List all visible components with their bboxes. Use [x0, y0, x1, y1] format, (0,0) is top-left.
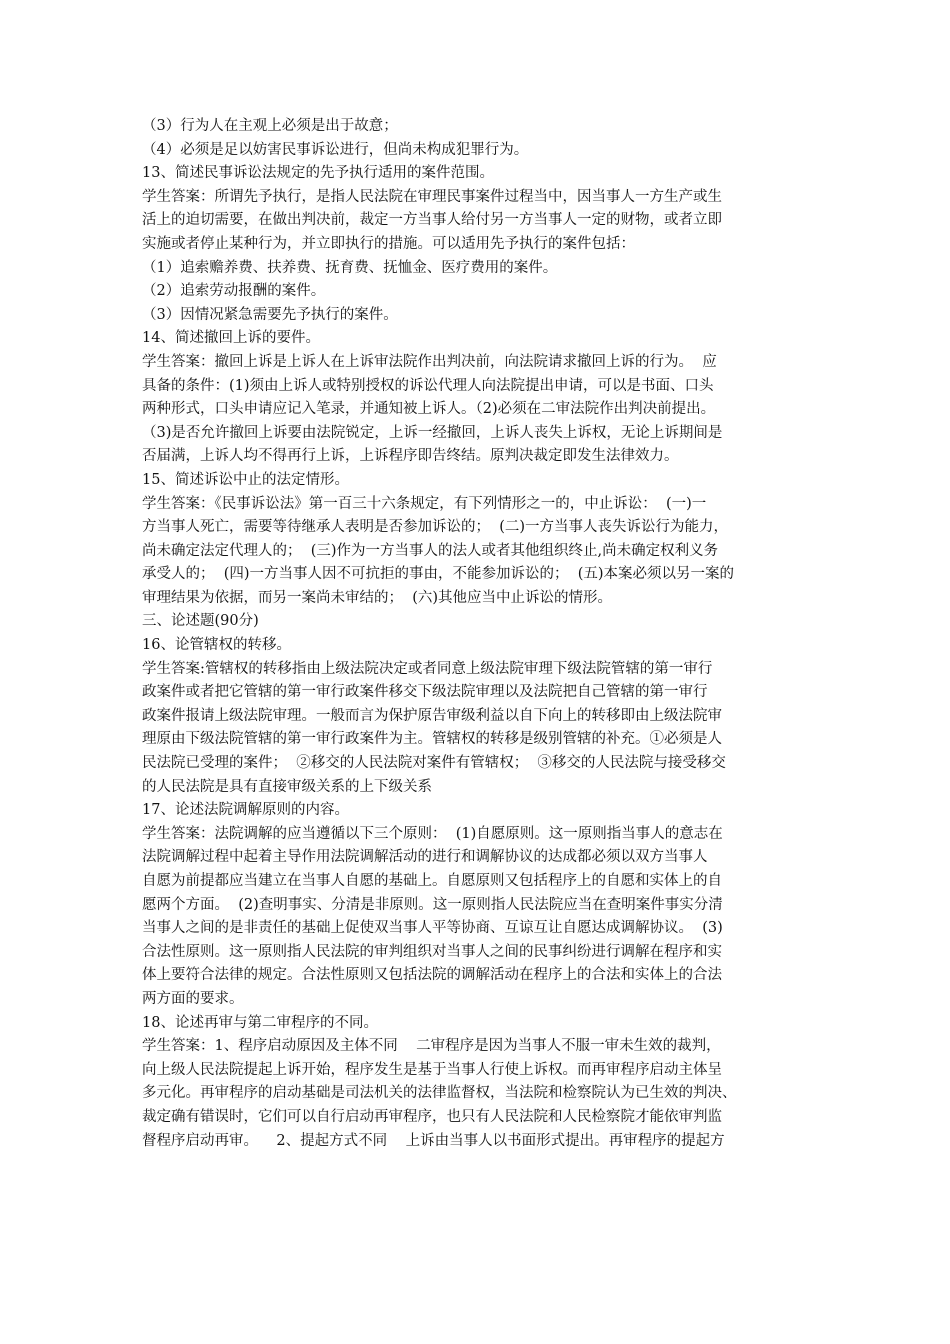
answer-text-line: 政案件报请上级法院审理。一般而言为保护原告审级利益以自下向上的转移即由上级法院审	[142, 707, 722, 724]
answer-text-line: 愿两个方面。 (2)查明事实、分清是非原则。这一原则指人民法院应当在查明案件事实分清	[142, 896, 723, 913]
question-heading: 15、简述诉讼中止的法定情形。	[142, 471, 349, 488]
answer-text-line: 学生答案：所谓先予执行，是指人民法院在审理民事案件过程当中，因当事人一方生产或生	[142, 188, 722, 205]
list-item: （2）追索劳动报酬的案件。	[142, 283, 326, 300]
question-heading: 18、论述再审与第二审程序的不同。	[142, 1014, 378, 1031]
answer-text-line: 承受人的； (四)一方当事人因不可抗拒的事由，不能参加诉讼的； (五)本案必须以另一案的	[142, 566, 735, 583]
answer-text-line: 裁定确有错误时，它们可以自行启动再审程序，也只有人民法院和人民检察院才能依审判监	[142, 1108, 722, 1125]
answer-text-line: 两方面的要求。	[142, 990, 244, 1007]
answer-text-line: 方当事人死亡，需要等待继承人表明是否参加诉讼的； (二)一方当事人丧失诉讼行为能力，	[142, 519, 729, 536]
answer-text-line: 学生答案：1、程序启动原因及主体不同 二审程序是因为当事人不服一审未生效的裁判，	[142, 1038, 721, 1055]
answer-text-line: 政案件或者把它管辖的第一审行政案件移交下级法院审理以及法院把自己管辖的第一审行	[142, 684, 708, 701]
text-line: （4）必须是足以妨害民事诉讼进行，但尚未构成犯罪行为。	[142, 141, 529, 158]
answer-text-line: 法院调解过程中起着主导作用法院调解活动的进行和调解协议的达成都必须以双方当事人	[142, 849, 708, 866]
question-heading: 13、简述民事诉讼法规定的先予执行适用的案件范围。	[142, 165, 494, 182]
answer-text-line: 具备的条件：(1)须由上诉人或特别授权的诉讼代理人向法院提出申请，可以是书面、口头	[142, 377, 714, 394]
section-heading: 三、论述题(90分)	[142, 613, 259, 630]
text-line: （3）行为人在主观上必须是出于故意；	[142, 118, 398, 134]
list-item: （1）追索赡养费、扶养费、抚育费、抚恤金、医疗费用的案件。	[142, 259, 558, 276]
question-heading: 14、简述撤回上诉的要件。	[142, 330, 320, 347]
answer-text-line: 学生答案：《民事诉讼法》第一百三十六条规定，有下列情形之一的，中止诉讼： (一)一	[142, 495, 707, 512]
answer-text-line: 学生答案:管辖权的转移指由上级法院决定或者同意上级法院审理下级法院管辖的第一审行	[142, 660, 713, 677]
answer-text-line: （3)是否允许撤回上诉要由法院锐定，上诉一经撤回，上诉人丧失上诉权，无论上诉期间是	[142, 424, 723, 441]
answer-text-line: 督程序启动再审。 2、提起方式不同 上诉由当事人以书面形式提出。再审程序的提起方	[142, 1132, 725, 1149]
answer-text-line: 体上要符合法律的规定。合法性原则又包括法院的调解活动在程序上的合法和实体上的合法	[142, 967, 722, 984]
answer-text-line: 多元化。再审程序的启动基础是司法机关的法律监督权，当法院和检察院认为已生效的判决、	[142, 1085, 737, 1102]
document-body	[142, 115, 810, 1153]
question-heading: 17、论述法院调解原则的内容。	[142, 802, 349, 819]
answer-text-line: 两种形式，口头申请应记入笔录，并通知被上诉人。（2)必须在二审法院作出判决前提出。	[142, 401, 716, 418]
answer-text-line: 学生答案：撤回上诉是上诉人在上诉审法院作出判决前，向法院请求撤回上诉的行为。 应	[142, 353, 717, 370]
answer-text-line: 活上的迫切需要，在做出判决前，裁定一方当事人给付另一方当事人一定的财物，或者立即	[142, 212, 722, 229]
question-heading: 16、论管辖权的转移。	[142, 637, 291, 654]
answer-text-line: 民法院已受理的案件； ②移交的人民法院对案件有管辖权； ③移交的人民法院与接受移交	[142, 755, 726, 772]
answer-text-line: 尚未确定法定代理人的； (三)作为一方当事人的法人或者其他组织终止,尚未确定权利义务	[142, 542, 719, 559]
answer-text-line: 实施或者停止某种行为，并立即执行的措施。可以适用先予执行的案件包括：	[142, 235, 635, 252]
answer-text-line: 审理结果为依据，而另一案尚未审结的； (六)其他应当中止诉讼的情形。	[142, 589, 613, 606]
answer-text-line: 学生答案：法院调解的应当遵循以下三个原则： (1)自愿原则。这一原则指当事人的意志在	[142, 825, 723, 842]
answer-text-line: 当事人之间的是非责任的基础上促使双当事人平等协商、互谅互让自愿达成调解协议。 (3)	[142, 920, 723, 937]
answer-text-line: 理原由下级法院管辖的第一审行政案件为主。管辖权的转移是级别管辖的补充。①必须是人	[142, 731, 722, 748]
answer-text-line: 自愿为前提都应当建立在当事人自愿的基础上。自愿原则又包括程序上的自愿和实体上的自	[142, 873, 722, 889]
answer-text-line: 否届满，上诉人均不得再行上诉，上诉程序即告终结。原判决裁定即发生法律效力。	[142, 448, 679, 465]
list-item: （3）因情况紧急需要先予执行的案件。	[142, 306, 398, 323]
answer-text-line: 合法性原则。这一原则指人民法院的审判组织对当事人之间的民事纠纷进行调解在程序和实	[142, 943, 722, 960]
answer-text-line: 向上级人民法院提起上诉开始，程序发生是基于当事人行使上诉权。而再审程序启动主体呈	[142, 1061, 722, 1078]
answer-text-line: 的人民法院是具有直接审级关系的上下级关系	[142, 778, 432, 795]
